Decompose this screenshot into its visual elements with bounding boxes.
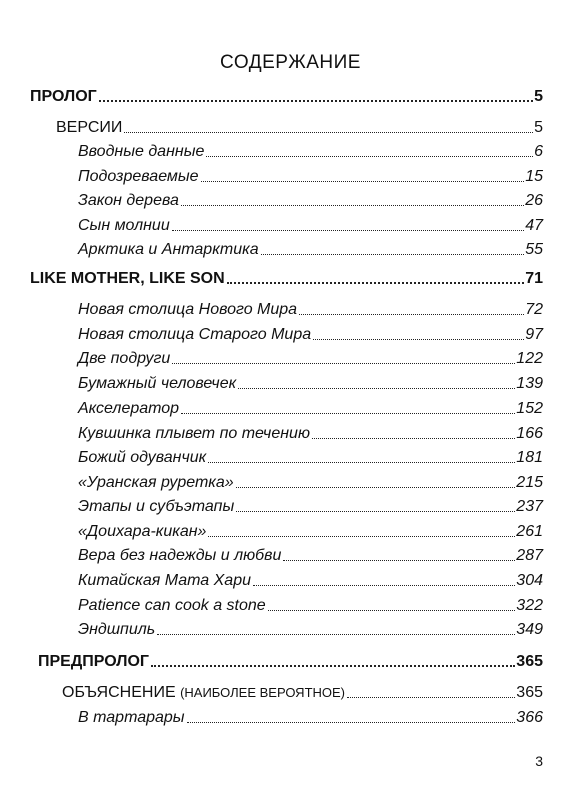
toc-leader-dots [283,560,515,561]
toc-entry-title: Закон дерева [78,192,179,209]
toc-leader-dots [238,388,515,389]
toc-entry-page: 72 [525,301,543,318]
toc-entry-page: 166 [516,425,543,442]
toc-leader-dots [227,282,525,284]
toc-entry-page: 47 [525,217,543,234]
toc-entry-page: 237 [516,498,543,515]
toc-leader-dots [236,487,516,488]
toc-entry[interactable] [78,445,543,467]
toc-entry[interactable] [78,396,543,418]
toc-entry[interactable] [78,164,543,186]
toc-entry-page: 181 [516,449,543,466]
toc-entry[interactable] [78,519,543,541]
toc-entry[interactable] [78,705,543,727]
toc-entry[interactable] [78,139,543,161]
toc-leader-dots [124,132,533,133]
toc-leader-dots [236,511,515,512]
toc-entry-title: Этапы и субъэтапы [78,498,235,515]
toc-entry-page: 71 [525,270,543,287]
toc-leader-dots [99,100,533,102]
toc-entry-title: Божий одуванчик [78,449,207,466]
toc-entry-page: 215 [516,474,543,491]
toc-leader-dots [187,722,516,723]
toc-entry-page: 55 [525,241,543,258]
toc-entry-title: Две подруги [78,350,171,367]
toc-leader-dots [181,413,515,414]
toc-entry[interactable] [78,371,543,393]
toc-title: СОДЕРЖАНИЕ [220,52,361,73]
toc-leader-dots [253,585,515,586]
toc-entry-title: Новая столица Старого Мира [78,326,312,343]
toc-entry-title: Вводные данные [78,143,205,160]
toc-leader-dots [347,697,515,698]
toc-leader-dots [172,363,515,364]
toc-entry-page: 15 [525,168,543,185]
toc-entry-title: «Уранская руретка» [78,474,234,491]
page-number: 3 [535,753,543,769]
toc-entry-subtext: (НАИБОЛЕЕ ВЕРОЯТНОЕ) [180,685,346,700]
toc-entry[interactable] [78,346,543,368]
toc-entry[interactable] [78,322,543,344]
toc-entry-title: Китайская Мата Хари [78,572,251,589]
toc-entry-title: ПРОЛОГ [30,88,97,105]
toc-entry-page: 97 [525,326,543,343]
toc-entry-title: Кувшинка плывет по течению [78,425,310,442]
toc-leader-dots [157,634,515,635]
toc-leader-dots [208,462,515,463]
toc-entry-page: 26 [525,192,543,209]
toc-entry-title: Новая столица Нового Мира [78,301,298,318]
toc-entry[interactable] [78,297,543,319]
toc-entry-page: 5 [534,119,543,136]
toc-entry-title: Арктика и Антарктика [78,241,259,258]
toc-leader-dots [181,205,524,206]
toc-entry-main-text: ОБЪЯСНЕНИЕ [62,684,176,701]
toc-entry-page: 322 [516,597,543,614]
toc-entry-title: Patience can cook a stone [78,597,266,614]
toc-leader-dots [201,181,525,182]
toc-entry-page: 304 [516,572,543,589]
toc-leader-dots [268,610,516,611]
toc-entry-page: 365 [516,653,543,670]
toc-leader-dots [151,665,515,667]
toc-entry[interactable] [78,617,543,639]
toc-entry[interactable] [78,494,543,516]
toc-entry-page: 152 [516,400,543,417]
toc-entry-title: LIKE MOTHER, LIKE SON [30,270,225,287]
toc-entry[interactable] [78,213,543,235]
toc-entry-page: 366 [516,709,543,726]
toc-leader-dots [206,156,533,157]
toc-leader-dots [261,254,525,255]
toc-entry-page: 5 [534,88,543,105]
toc-entry-title: Эндшпиль [78,621,156,638]
toc-entry[interactable] [78,568,543,590]
toc-entry-page: 365 [516,684,543,701]
toc-leader-dots [208,536,515,537]
toc-entry-page: 349 [516,621,543,638]
toc-entry-page: 122 [516,350,543,367]
toc-entry[interactable] [78,593,543,615]
toc-entry[interactable] [78,470,543,492]
toc-entry-title: Вера без надежды и любви [78,547,282,564]
toc-entry-title: Сын молнии [78,217,170,234]
toc-entry[interactable] [78,543,543,565]
toc-entry-title: ПРЕДПРОЛОГ [38,653,149,670]
toc-entry-pre-prologue[interactable] [38,649,543,671]
toc-entry-title: «Доихара-кикан» [78,523,207,540]
toc-entry[interactable] [78,237,543,259]
toc-entry-explanation[interactable] [62,680,543,702]
toc-entry-title [62,684,345,702]
toc-entry-like-mother[interactable] [30,266,543,288]
toc-leader-dots [312,438,515,439]
toc-leader-dots [299,314,524,315]
toc-entry-title: Подозреваемые [78,168,199,185]
toc-entry-page: 139 [516,375,543,392]
toc-entry-page: 261 [516,523,543,540]
toc-entry-title: В тартарары [78,709,185,726]
toc-leader-dots [313,339,524,340]
toc-leader-dots [172,230,524,231]
toc-entry[interactable] [78,188,543,210]
toc-entry-title: ВЕРСИИ [56,119,123,136]
toc-entry-prologue[interactable] [30,84,543,106]
toc-entry[interactable] [78,421,543,443]
toc-entry-title: Акселератор [78,400,180,417]
toc-entry-page: 6 [534,143,543,160]
toc-entry-page: 287 [516,547,543,564]
toc-entry-title: Бумажный человечек [78,375,237,392]
toc-entry-versions[interactable] [56,115,543,137]
